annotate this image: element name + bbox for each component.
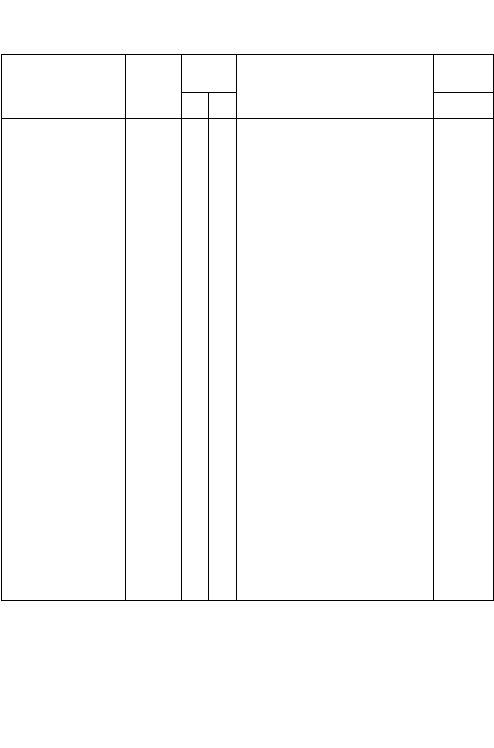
header-reason-top — [434, 55, 494, 93]
header-date — [126, 55, 182, 119]
cell-settlement — [2, 119, 126, 601]
cell-reason — [434, 119, 494, 601]
header-settlement — [2, 55, 126, 119]
header-reason — [434, 93, 494, 119]
table-row — [2, 119, 494, 601]
header-time-to — [209, 93, 237, 119]
cell-streets — [237, 119, 434, 601]
header-time-from — [182, 93, 209, 119]
cell-date — [126, 119, 182, 601]
cell-from — [182, 119, 209, 601]
cell-to — [209, 119, 237, 601]
header-time — [182, 55, 237, 93]
table-body — [2, 119, 494, 601]
outage-schedule-table — [1, 54, 494, 601]
header-streets — [237, 55, 434, 119]
